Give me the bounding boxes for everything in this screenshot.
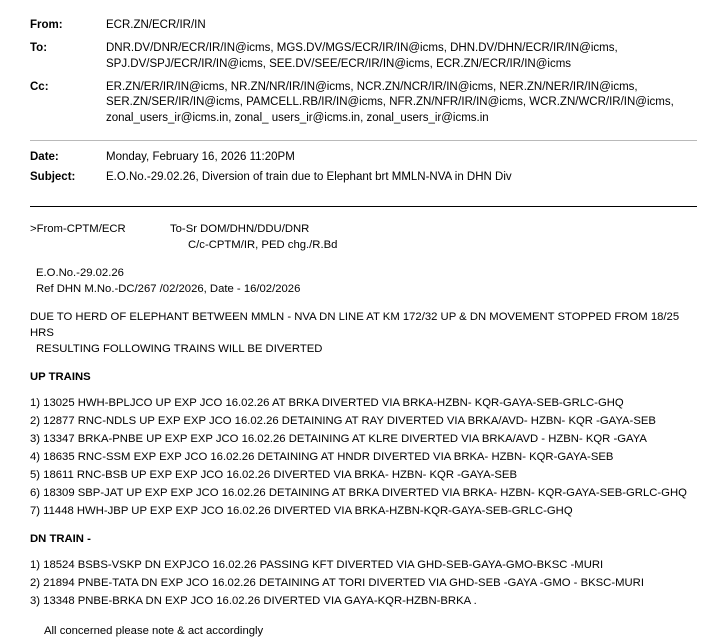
date-label: Date: [30,151,59,164]
date-value: Monday, February 16, 2026 11:20PM [106,151,295,164]
to-value [104,41,697,80]
subject-label: Subject: [30,171,76,184]
list-item: 2) 12877 RNC-NDLS UP EXP EXP JCO 16.02.26 DETAINING AT RAY DIVERTED VIA BRKA/AVD- HZBN- KQR -GAYA-SEB [30,415,656,428]
list-item: 1) 13025 HWH-BPLJCO UP EXP JCO 16.02.26 AT BRKA DIVERTED VIA BRKA-HZBN- KQR-GAYA-SEB-GRLC-GHQ [30,397,624,410]
from-value: ECR.ZN/ECR/IR/IN [106,19,206,31]
message-to-block [170,221,697,253]
list-item: 7) 11448 HWH-JBP UP EXP EXP JCO 16.02.26 DIVERTED VIA BRKA-HZBN-KQR-GAYA-SEB-GRLC-GHQ [30,505,573,518]
message-to-line-2: C/c-CPTM/IR, PED chg./R.Bd [188,238,338,251]
dn-trains-heading: DN TRAIN - [30,533,91,546]
list-item: 3) 13348 PNBE-BRKA DN EXP JCO 16.02.26 DIVERTED VIA GAYA-KQR-HZBN-BRKA . [30,595,477,608]
meta-row-subject [30,170,697,190]
header-row-cc [30,80,697,135]
cc-line: zonal_users_ir@icms.in, zonal_ users_ir@icms.in, zonal_users_ir@icms.in [106,112,489,125]
to-line: SPJ.DV/SPJ/ECR/IR/IN@icms, SEE.DV/SEE/ECR/IR/IN@icms, ECR.ZN/ECR/IR/IN@icms [106,57,572,70]
message-body [30,221,697,640]
to-line: DNR.DV/DNR/ECR/IR/IN@icms, MGS.DV/MGS/ECR/IR/IN@icms, DHN.DV/DHN/ECR/IR/IN@icms, [106,41,618,54]
cc-line: ER.ZN/ER/IR/IN@icms, NR.ZN/NR/IR/IN@icms, NCR.ZN/NCR/IR/IN@icms, NER.ZN/NER/IR/IN@icms, [106,80,638,93]
message-divider [30,206,697,207]
to-label: To: [30,41,48,54]
up-trains-heading: UP TRAINS [30,371,91,384]
list-item: 5) 18611 RNC-BSB UP EXP EXP JCO 16.02.26 DIVERTED VIA BRKA- HZBN- KQR -GAYA-SEB [30,469,517,482]
header-row-to [30,41,697,80]
cc-line: SER.ZN/SER/IR/IN@icms, PAMCELL.RB/IR/IN@icms, NFR.ZN/NFR/IR/IN@icms, WCR.ZN/WCR/IR/IN@icms, [106,96,674,109]
list-item: 3) 13347 BRKA-PNBE UP EXP EXP JCO 16.02.26 DETAINING AT KLRE DIVERTED VIA BRKA/AVD - HZBN- KQR -GAYA [30,433,647,446]
up-trains-list [30,395,697,519]
list-item: 1) 18524 BSBS-VSKP DN EXPJCO 16.02.26 PASSING KFT DIVERTED VIA GHD-SEB-GAYA-GMO-BKSC -MURI [30,559,604,572]
list-item: 6) 18309 SBP-JAT UP EXP EXP JCO 16.02.26 DETAINING AT BRKA DIVERTED VIA BRKA- HZBN- KQR-GAYA-SEB-GRLC-GHQ [30,487,687,500]
header-divider [30,140,697,141]
subject-value: E.O.No.-29.02.26, Diversion of train due to Elephant brt MMLN-NVA in DHN Div [106,171,512,184]
message-to-line-1: To-Sr DOM/DHN/DDU/DNR [170,222,310,235]
from-label: From: [30,19,63,31]
eo-number: E.O.No.-29.02.26 [36,266,124,279]
list-item: 4) 18635 RNC-SSM EXP EXP JCO 16.02.26 DETAINING AT HNDR DIVERTED VIA BRKA- HZBN- KQR-GAYA-SEB [30,451,614,464]
ref-line: Ref DHN M.No.-DC/267 /02/2026, Date - 16/02/2026 [36,282,301,295]
email-meta-table [30,150,697,190]
header-row-from [30,18,697,41]
cause-line-1: DUE TO HERD OF ELEPHANT BETWEEN MMLN - NVA DN LINE AT KM 172/32 UP & DN MOVEMENT STOPPED FROM 18/25 HRS [30,311,680,340]
meta-row-date [30,150,697,170]
cc-value [104,80,697,135]
cause-line-2: RESULTING FOLLOWING TRAINS WILL BE DIVERTED [36,343,323,356]
message-from-line: >From-CPTM/ECR [30,222,126,235]
cc-label: Cc: [30,80,49,93]
email-header-table [30,18,697,134]
message-from-row [30,221,697,253]
closing-line: All concerned please note & act accordingly [44,625,264,638]
list-item: 2) 21894 PNBE-TATA DN EXP JCO 16.02.26 DETAINING AT TORI DIVERTED VIA GHD-SEB -GAYA -GMO - BKSC-MURI [30,577,644,590]
